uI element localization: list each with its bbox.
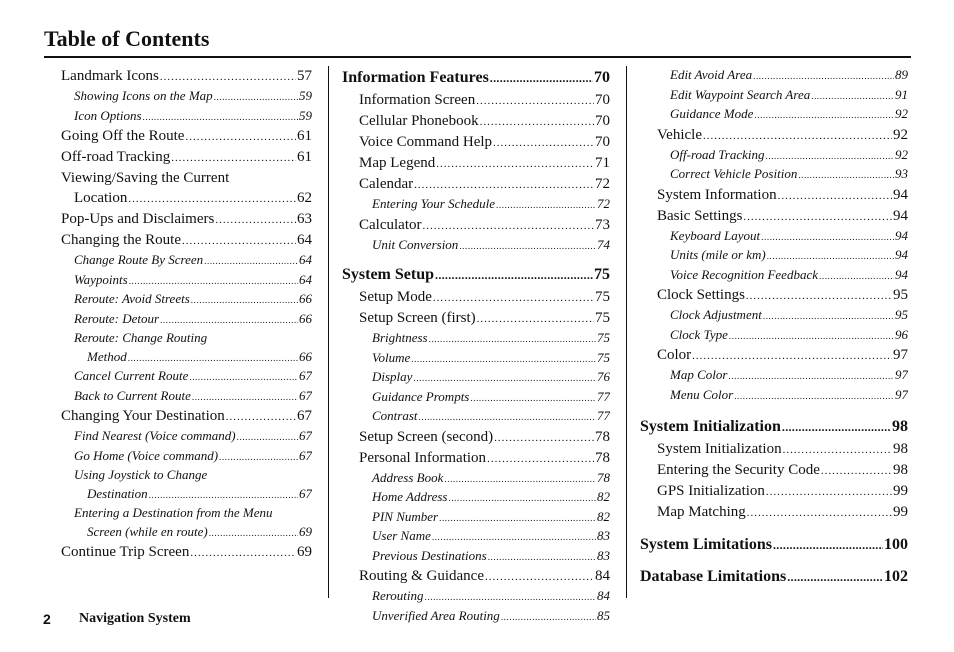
toc-entry-reroute-avoid-streets[interactable]: Reroute: Avoid Streets ..... 66	[61, 290, 312, 310]
toc-entry-system-information[interactable]: System Information ..... 94	[657, 185, 908, 206]
toc-entry-calculator[interactable]: Calculator ..... 73	[359, 215, 610, 236]
toc-entry-security-code[interactable]: Entering the Security Code ..... 98	[657, 460, 908, 481]
toc-entry-guidance-mode[interactable]: Guidance Mode ..... 92	[657, 105, 908, 125]
toc-entry-changing-route[interactable]: Changing the Route ..... 64	[61, 230, 312, 251]
toc-entry-menu-color[interactable]: Menu Color ..... 97	[657, 386, 908, 406]
toc-entry-edit-avoid-area[interactable]: Edit Avoid Area ..... 89	[657, 66, 908, 86]
toc-entry-calendar[interactable]: Calendar ..... 72	[359, 174, 610, 195]
toc-entry-change-route-by-screen[interactable]: Change Route By Screen ..... 64	[61, 251, 312, 271]
toc-entry-clock-settings[interactable]: Clock Settings ..... 95	[657, 285, 908, 306]
toc-entry-map-matching[interactable]: Map Matching ..... 99	[657, 502, 908, 523]
title-rule	[44, 56, 911, 58]
toc-entry-changing-destination[interactable]: Changing Your Destination ..... 67	[61, 406, 312, 427]
toc-entry-map-legend[interactable]: Map Legend ..... 71	[359, 153, 610, 174]
toc-entry-home-address[interactable]: Home Address ..... 82	[359, 488, 610, 508]
toc-entry-unverified-area-routing[interactable]: Unverified Area Routing ..... 85	[359, 607, 610, 627]
toc-entry-personal-information[interactable]: Personal Information ..... 78	[359, 448, 610, 469]
toc-entry-color[interactable]: Color ..... 97	[657, 345, 908, 366]
toc-entry-pin-number[interactable]: PIN Number ..... 82	[359, 508, 610, 528]
toc-entry-volume[interactable]: Volume ..... 75	[359, 349, 610, 369]
toc-entry-entering-schedule[interactable]: Entering Your Schedule ..... 72	[359, 195, 610, 215]
toc-section-system-limitations[interactable]: System Limitations ..... 100	[640, 533, 908, 557]
toc-entry-information-screen[interactable]: Information Screen ..... 70	[359, 90, 610, 111]
toc-section-database-limitations[interactable]: Database Limitations ..... 102	[640, 565, 908, 589]
toc-entry-viewing-saving-location[interactable]: Viewing/Saving the Current Location ..... 62	[61, 168, 312, 209]
toc-entry-voice-command-help[interactable]: Voice Command Help ..... 70	[359, 132, 610, 153]
toc-column-3	[640, 66, 908, 589]
toc-entry-brightness[interactable]: Brightness ..... 75	[359, 329, 610, 349]
toc-entry-units[interactable]: Units (mile or km) ..... 94	[657, 246, 908, 266]
toc-section-information-features[interactable]: Information Features ..... 70	[342, 66, 610, 90]
toc-column-1	[61, 66, 312, 563]
toc-entry-previous-destinations[interactable]: Previous Destinations ..... 83	[359, 547, 610, 567]
toc-entry-keyboard-layout[interactable]: Keyboard Layout ..... 94	[657, 227, 908, 247]
toc-entry-setup-screen-first[interactable]: Setup Screen (first) ..... 75	[359, 308, 610, 329]
toc-entry-vehicle[interactable]: Vehicle ..... 92	[657, 125, 908, 146]
toc-entry-basic-settings[interactable]: Basic Settings ..... 94	[657, 206, 908, 227]
toc-entry-continue-trip[interactable]: Continue Trip Screen ..... 69	[61, 542, 312, 563]
toc-entry-display[interactable]: Display ..... 76	[359, 368, 610, 388]
toc-entry-rerouting[interactable]: Rerouting ..... 84	[359, 587, 610, 607]
footer-section-label: Navigation System	[79, 611, 191, 626]
toc-entry-routing-guidance[interactable]: Routing & Guidance ..... 84	[359, 566, 610, 587]
toc-entry-user-name[interactable]: User Name ..... 83	[359, 527, 610, 547]
column-divider-2	[626, 66, 627, 598]
toc-entry-setup-mode[interactable]: Setup Mode ..... 75	[359, 287, 610, 308]
toc-entry-entering-destination-menu[interactable]: Entering a Destination from the Menu Screen (while en route) ..... 69	[61, 504, 312, 542]
toc-entry-clock-adjustment[interactable]: Clock Adjustment ..... 95	[657, 306, 908, 326]
toc-entry-system-initialization[interactable]: System Initialization ..... 98	[657, 439, 908, 460]
toc-entry-unit-conversion[interactable]: Unit Conversion ..... 74	[359, 236, 610, 256]
toc-entry-gps-initialization[interactable]: GPS Initialization ..... 99	[657, 481, 908, 502]
toc-entry-offroad-tracking-setting[interactable]: Off-road Tracking ..... 92	[657, 146, 908, 166]
toc-entry-setup-screen-second[interactable]: Setup Screen (second) ..... 78	[359, 427, 610, 448]
toc-entry-guidance-prompts[interactable]: Guidance Prompts ..... 77	[359, 388, 610, 408]
toc-entry-showing-icons[interactable]: Showing Icons on the Map ..... 59	[61, 87, 312, 107]
toc-column-2	[342, 66, 610, 626]
toc-section-system-initialization[interactable]: System Initialization ..... 98	[640, 415, 908, 439]
toc-entry-correct-vehicle-position[interactable]: Correct Vehicle Position ..... 93	[657, 165, 908, 185]
toc-entry-clock-type[interactable]: Clock Type ..... 96	[657, 326, 908, 346]
page-number: 2	[43, 611, 51, 627]
toc-entry-going-off-route[interactable]: Going Off the Route ..... 61	[61, 126, 312, 147]
toc-entry-popups[interactable]: Pop-Ups and Disclaimers ..... 63	[61, 209, 312, 230]
toc-entry-icon-options[interactable]: Icon Options ..... 59	[61, 107, 312, 127]
toc-entry-voice-recognition-feedback[interactable]: Voice Recognition Feedback ..... 94	[657, 266, 908, 286]
toc-section-system-setup[interactable]: System Setup ..... 75	[342, 263, 610, 287]
toc-entry-map-color[interactable]: Map Color ..... 97	[657, 366, 908, 386]
toc-entry-cancel-route[interactable]: Cancel Current Route ..... 67	[61, 367, 312, 387]
page-title: Table of Contents	[44, 26, 210, 51]
toc-entry-using-joystick[interactable]: Using Joystick to Change Destination ..... 67	[61, 466, 312, 504]
toc-entry-landmark-icons[interactable]: Landmark Icons ..... 57	[61, 66, 312, 87]
toc-entry-offroad-tracking[interactable]: Off-road Tracking ..... 61	[61, 147, 312, 168]
toc-entry-back-to-route[interactable]: Back to Current Route ..... 67	[61, 387, 312, 407]
column-divider-1	[328, 66, 329, 598]
toc-entry-find-nearest[interactable]: Find Nearest (Voice command) ..... 67	[61, 427, 312, 447]
toc-entry-reroute-change-routing[interactable]: Reroute: Change Routing Method ..... 66	[61, 329, 312, 367]
toc-entry-cellular-phonebook[interactable]: Cellular Phonebook ..... 70	[359, 111, 610, 132]
toc-entry-go-home[interactable]: Go Home (Voice command) ..... 67	[61, 447, 312, 467]
toc-entry-address-book[interactable]: Address Book ..... 78	[359, 469, 610, 489]
toc-entry-edit-waypoint-search[interactable]: Edit Waypoint Search Area ..... 91	[657, 86, 908, 106]
toc-entry-contrast[interactable]: Contrast ..... 77	[359, 407, 610, 427]
toc-entry-waypoints[interactable]: Waypoints ..... 64	[61, 271, 312, 291]
toc-entry-reroute-detour[interactable]: Reroute: Detour ..... 66	[61, 310, 312, 330]
